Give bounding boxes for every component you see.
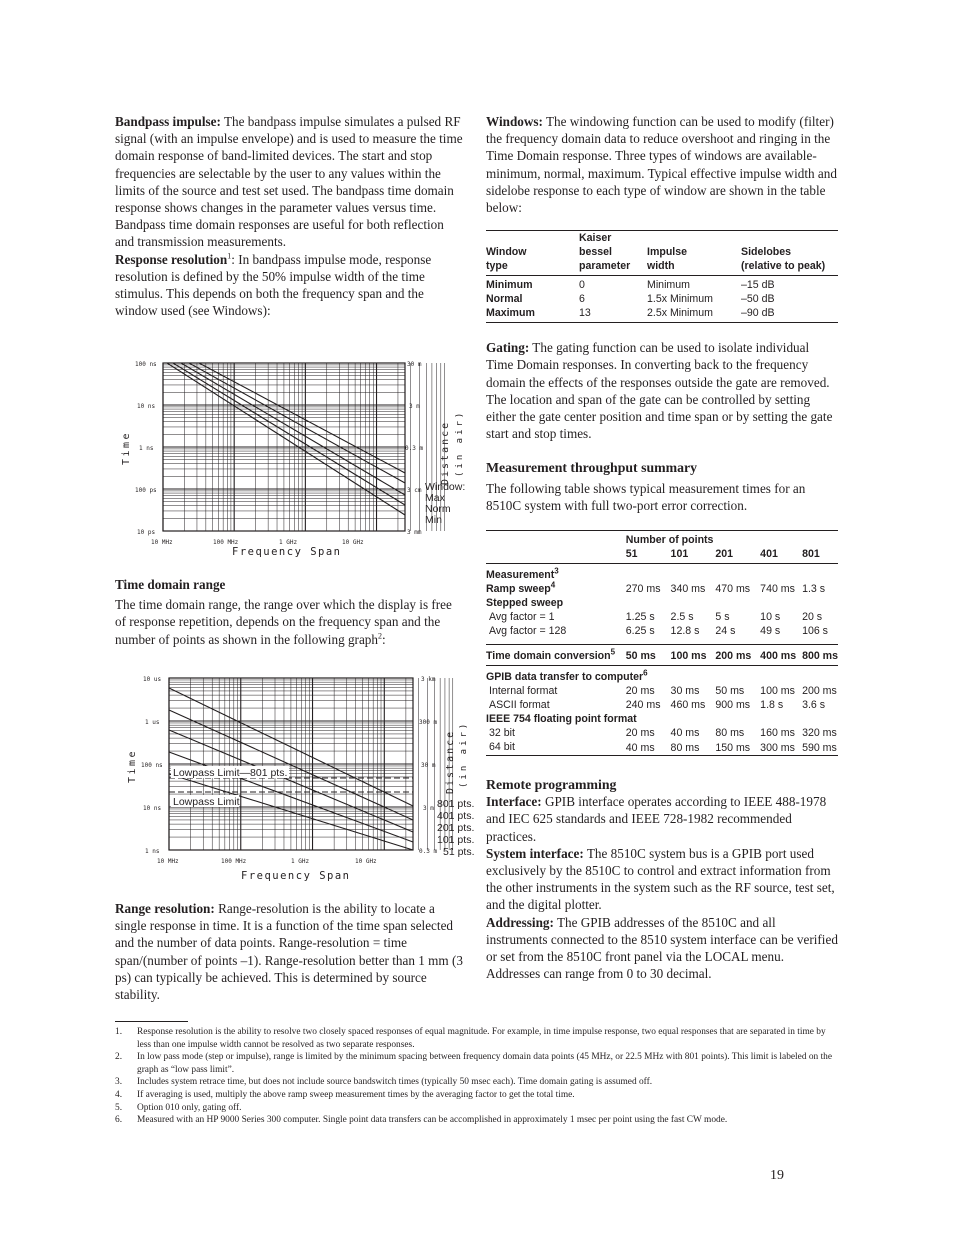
c2-right-tick: 3 m (423, 805, 434, 812)
c2-ylabel-right-unit: (in air) (459, 720, 469, 788)
c2-x-tick: 1 GHz (291, 858, 310, 865)
window-type-header: Window type (486, 246, 527, 273)
footnote-rule (115, 1021, 188, 1022)
c1-left-tick: 1 ns (139, 445, 154, 452)
c2-right-tick: 300 m (419, 719, 438, 726)
c2-right-tick: 0.3 m (419, 848, 438, 855)
table-row: Minimum 0 Minimum –15 dB (486, 279, 775, 292)
c2-left-tick: 10 ns (143, 805, 162, 812)
c1-right-tick: 30 m (407, 361, 422, 368)
c2-xlabel: Frequency Span (241, 870, 351, 882)
footnote: 4. If averaging is used, multiply the above ramp sweep measurement times by the averaging factor to get the total time. (115, 1089, 575, 1100)
c1-legend-max: Max (425, 492, 445, 504)
system-interface-paragraph: System interface: The 8510C system bus is a GPIB port used exclusively by the 8510C to control and extract information from the other instruments in the system such as the RF source, test set, and the digital plotter. (486, 845, 835, 913)
c1-left-tick: 10 ps (137, 529, 156, 536)
c1-right-tick: 0.3 m (405, 445, 424, 452)
c2-ylabel-right: Distance (445, 729, 456, 794)
footnote: 5. Option 010 only, gating off. (115, 1102, 242, 1113)
footnotes (115, 1026, 839, 1127)
c1-x-tick: 10 MHz (151, 539, 173, 546)
bandpass-paragraph: Bandpass impulse: The bandpass impulse simulates a pulsed RF signal (with an impulse envelope) and is used to measure the time domain response of band-limited devices. The start and stop frequencies are selectable by the user to any values within the limits of the source and test set used. The bandpass time domain response shows changes in the parameter values versus time. Bandpass time domain responses are useful for both reflection and transmission measurements. (115, 114, 463, 250)
range-resolution-section (115, 900, 465, 1003)
c2-lowpass: Lowpass Limit (173, 796, 240, 808)
throughput-title: Measurement throughput summary (486, 460, 698, 476)
c1-x-tick: 100 MHz (213, 539, 239, 546)
time-domain-range-paragraph: The time domain range, the range over which the display is free of response repetition, depends on the frequency span and the number of points as shown in the following graph$^2$: (115, 597, 452, 647)
c2-left-tick: 100 ns (141, 762, 163, 769)
window-curve (181, 363, 405, 495)
window-curve (167, 363, 405, 515)
table-row: Internal format 20 ms 30 ms 50 ms 100 ms 200 ms (489, 685, 837, 698)
c2-legend-801: 801 pts. (437, 798, 475, 810)
gating-paragraph: Gating: The gating function can be used to isolate individual Time Domain responses. In converting back to the frequency domain the effects of the responses outside the gate are removed. The location and span of the gate can be controlled by setting either the gate center position and time span or by setting the gate start and stop times. (486, 340, 833, 442)
window-table (486, 230, 838, 323)
c2-legend-101: 101 pts. (437, 834, 475, 846)
time-domain-range-section (115, 576, 465, 648)
c1-right-tick: 3 m (409, 403, 420, 410)
table-row: Avg factor = 1 1.25 s 2.5 s 5 s 10 s 20 s (489, 611, 823, 624)
footnote: 3. Includes system retrace time, but does not include source bandswitch times (typically 50 msec each). Time domain gating is assumed off. (115, 1077, 653, 1088)
c2-lowpass-801: Lowpass Limit—801 pts. (173, 767, 288, 779)
c1-left-tick: 100 ps (135, 487, 157, 494)
c1-right-tick: 3 cm (407, 487, 422, 494)
c2-ylabel-left: Time (127, 748, 138, 783)
table-row: ASCII format 240 ms 460 ms 900 ms 1.8 s 3.6 s (489, 699, 826, 712)
c1-legend-norm: Norm (425, 503, 451, 515)
c2-x-tick: 10 GHz (355, 858, 377, 865)
c2-right-tick: 30 m (421, 762, 436, 769)
c2-left-tick: 1 us (145, 719, 160, 726)
c1-x-tick: 1 GHz (279, 539, 298, 546)
windows-paragraph: Windows: The windowing function can be used to modify (filter) the frequency domain data to reduce overshoot and ringing in the Time Domain response. Three types of windows are available-minimum, normal, maximum. Typical effective impulse width and sidelobe response to each type of window are shown in the table below: (486, 114, 837, 216)
c2-left-tick: 1 ns (145, 848, 160, 855)
range-resolution-paragraph: Range resolution: Range-resolution is the ability to locate a single response in time. It is a function of the time span selected and the number of data points. Range-resolution = time span/(number of points –1). Range-resolution better than 1 mm (3 ps) can typically be achieved. This is determined by source stability. (115, 901, 463, 1003)
c1-ylabel-right-unit: (in air) (455, 409, 465, 477)
addressing-paragraph: Addressing: The GPIB addresses of the 8510C and all instruments connected to the 8510 system interface can be verified or set from the 8510C front panel via the LOCAL menu. Addresses can range from 0 to 30 decimal. (486, 914, 838, 982)
c1-legend-min: Min (425, 514, 442, 526)
footnote: 2. In low pass mode (step or impulse), range is limited by the minimum spacing between frequency domain data points (45 MHz, or 22.5 MHz with 801 points). This limit is labeled on the graph as “low pass limit”. (115, 1052, 833, 1075)
throughput-paragraph: The following table shows typical measurement times for an 8510C system with full two-port error correction. (486, 480, 806, 513)
sidelobes-header: Sidelobes (relative to peak) (741, 246, 826, 273)
table-row: Maximum 13 2.5x Minimum –90 dB (486, 307, 775, 320)
c2-x-tick: 10 MHz (157, 858, 179, 865)
throughput-table: Number of points 51 101 201 401 801 Measurement$^3$ Ramp sweep$^4$ 270 ms 340 ms 470 ms 740 ms 1.3 s Stepped sweep Avg factor = 1 1.25 s 2.5 s 5 s 10 s 20 s Avg factor = 128 6.25 s 12.8 s 24 s 49 s 106 s Time domain conversion$^5$ 50 ms 100 ms 200 ms 400 ms 800 ms GPIB data transfer to computer$^6$ Internal format 20 ms 30 ms 50 ms 100 ms 200 ms ASCII format 240 ms 460 ms 900 ms 1.8 s 3.6 s IEEE 754 floating point format 32 bit 20 ms 40 ms 80 ms 160 ms 320 ms 64 bit 40 ms 80 ms 150 ms 300 ms 590 ms (486, 530, 838, 756)
interface-paragraph: Interface: GPIB interface operates according to IEEE 488-1978 and IEC 625 standards and IEEE 728-1982 recommended practices. (486, 794, 827, 844)
c2-x-tick: 100 MHz (221, 858, 247, 865)
c1-right-tick: 3 mm (407, 529, 422, 536)
c2-legend-201: 201 pts. (437, 822, 475, 834)
c2-right-tick: 3 km (421, 676, 436, 683)
c1-left-tick: 10 ns (137, 403, 156, 410)
footnote: 1. Response resolution is the ability to resolve two closely spaced responses of equal magnitude. For example, in time impulse response, two equal responses that are separated in time by less than one impulse width cannot be resolved as two separate responses. (115, 1027, 826, 1050)
table-row: 32 bit 20 ms 40 ms 80 ms 160 ms 320 ms (489, 727, 837, 740)
c2-left-tick: 10 us (143, 676, 162, 683)
table-row: Time domain conversion$^5$ 50 ms 100 ms 200 ms 400 ms 800 ms (486, 645, 838, 666)
c1-left-tick: 100 ns (135, 361, 157, 368)
kaiser-header: Kaiser bessel parameter (579, 232, 631, 273)
table-row: 64 bit 40 ms 80 ms 150 ms 300 ms 590 ms (486, 740, 838, 756)
window-curve (189, 363, 405, 483)
c1-ylabel-right: Distance (440, 420, 451, 485)
impulse-header: Impulse width (647, 246, 688, 273)
c1-legend-title: Window: (425, 481, 466, 493)
c1-xlabel: Frequency Span (232, 546, 342, 558)
window-curve (173, 363, 405, 505)
footnote: 6. Measured with an HP 9000 Series 300 computer. Single point data transfers can be accomplished in approximately 1 msec per point using the fast CW mode. (115, 1115, 728, 1126)
time-domain-range-chart (115, 670, 480, 885)
table-row: Avg factor = 128 6.25 s 12.8 s 24 s 49 s 106 s (486, 624, 838, 645)
c2-legend-401: 401 pts. (437, 810, 475, 822)
response-resolution-chart (115, 355, 470, 560)
c1-ylabel-left: Time (121, 430, 132, 465)
table-row: Normal 6 1.5x Minimum –50 dB (486, 293, 775, 306)
left-column (115, 113, 465, 319)
table-row: Ramp sweep$^4$ 270 ms 340 ms 470 ms 740 ms 1.3 s (486, 580, 826, 596)
right-column (486, 113, 838, 982)
c1-x-tick: 10 GHz (342, 539, 364, 546)
time-domain-range-title: Time domain range (115, 577, 226, 592)
c2-legend-51: 51 pts. (443, 846, 475, 858)
page-number: 19 (770, 1168, 784, 1183)
remote-programming-title: Remote programming (486, 777, 617, 793)
response-resolution-paragraph: Response resolution$^1$: In bandpass impulse mode, response resolution is defined by the 50% impulse width of the time stimulus. This depends on both the frequency span and the window used (see Windows): (115, 251, 432, 319)
